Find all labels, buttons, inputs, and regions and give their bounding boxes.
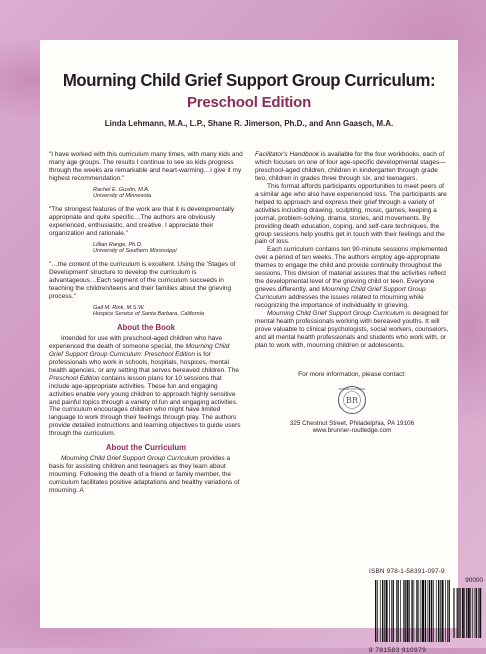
barcode-bar	[475, 588, 476, 638]
barcode-bar	[433, 580, 434, 642]
audience-text: is designed for mental health professionals working with bereaved youths. It will prove valuable to clinical psychologists, social workers, counselors, and all mental health professionals and students who work with, or plan to work with, mourning children or adolescents.	[255, 310, 449, 349]
about-curriculum-sessions	[255, 246, 449, 310]
barcode-bar	[384, 580, 385, 642]
about-curriculum-text-cont	[255, 151, 449, 183]
barcode-bar	[431, 580, 432, 642]
quote-2-name: Lillian Range, Ph.D.	[93, 241, 143, 248]
quote-3-attribution	[93, 305, 243, 318]
barcode-bar	[470, 588, 471, 638]
barcode-bar	[421, 580, 422, 642]
publisher-website: www.brunner-routledge.com	[312, 427, 392, 435]
about-book-text-a: Intended for use with preschool-aged children who have experienced the death of someone special, the	[49, 334, 223, 350]
book-subtitle: Preschool Edition	[186, 94, 312, 111]
about-book-text-c: contains lesson plans for 10 sessions that include age-appropriate activities. These fun and engaging activities enable very young children to approach highly sensitive and painful topics through a variety of fun and engaging activities. The curriculum encourages children who might have limited language to work through their feelings through play. The authors provide detailed instructions and learning objectives to guide users through the curriculum.	[49, 374, 241, 438]
about-curriculum-text-b: is available for the four workbooks, each of which focuses on one of four age-specific developmental stages—preschool-aged children, children in kindergarten through grade two, children in grades three through six, and teenagers.	[255, 151, 446, 182]
barcode-bar	[454, 588, 455, 638]
barcode-bar	[380, 580, 381, 642]
quote-2: "The strongest features of the work are that it is developmentally appropriate and quite specific…The authors are obviously experienced, enthusiastic, and creative. I appreciate their organization and rationale."	[49, 206, 235, 237]
barcode-bar	[476, 588, 477, 638]
barcode-bar	[445, 580, 446, 642]
about-curriculum-format: This format affords participants opportunities to meet peers of a similar age who also have experienced loss. The participants are helped to approach and express their grief through a variety of activities including drawing, sculpting, music, games, keeping a journal, problem-solving, drama, stories, and movements. By providing death education, coping, and self-care techniques, the group sessions help youths get in touch with their feelings and the pain of loss.	[255, 182, 447, 246]
barcode-bar	[453, 588, 454, 638]
barcode-bar	[436, 580, 437, 642]
barcode-icon	[369, 576, 483, 648]
about-book-text-b: is for professionals who work in schools, hospitals, hospices, mental health agencies, or any setting that serves bereaved children. The	[49, 350, 239, 374]
quote-2-affiliation: University of Southern Mississippi	[93, 248, 177, 255]
barcode-bar	[479, 588, 481, 638]
audience-title-em: Mourning Child Grief Support Group Curriculum	[267, 310, 405, 318]
sessions-title-em: Mourning Child Grief Support Group Curriculum	[255, 286, 426, 302]
barcode-bar	[411, 580, 412, 642]
barcode-bar	[425, 580, 426, 642]
left-column	[49, 151, 243, 495]
quote-1-name: Rachel E. Gustin, M.A.	[93, 186, 150, 193]
barcode-bar	[403, 580, 404, 642]
barcode-bar	[447, 580, 448, 642]
publisher-seal-icon	[337, 385, 367, 415]
barcode-bar	[414, 580, 415, 642]
barcode-bar	[377, 580, 378, 642]
about-book-heading: About the Book	[116, 322, 176, 332]
barcode-bar	[429, 580, 430, 642]
two-column-body	[49, 151, 449, 495]
barcode-bar	[397, 580, 398, 642]
barcode-bar	[393, 580, 394, 642]
barcode-bar	[472, 588, 473, 638]
back-cover-panel	[40, 40, 483, 654]
price-code: 90000	[465, 577, 483, 584]
about-book-edition-em: Preschool Edition	[49, 374, 100, 382]
book-title: Mourning Child Grief Support Group Curriculum:	[62, 70, 436, 90]
seal-text: BRUNNER-ROUTLEDGE	[338, 388, 366, 391]
about-curriculum-audience	[255, 310, 449, 350]
right-column	[255, 151, 449, 495]
barcode-bar	[457, 588, 458, 638]
barcode-bar	[464, 588, 465, 638]
barcode-bar	[468, 588, 470, 638]
barcode-bar	[382, 580, 383, 642]
svg-text:BR: BR	[346, 395, 358, 405]
barcode-bar	[418, 580, 419, 642]
barcode-block	[369, 568, 483, 654]
about-book-title-em: Mourning Child Grief Support Group Curriculum: Preschool Edition	[49, 342, 230, 358]
about-curriculum-text-start	[49, 455, 243, 495]
sessions-text-a: Each curriculum contains ten 90-minute sessions implemented over a period of ten weeks. The authors employ age-appropriate themes to engage the child and provide continuity throughout the sessions. This division of material assures that the activities reflect the developmental level of the grieving child or teen. Everyone grieves differently, and	[255, 246, 448, 294]
quote-3: "…the content of the curriculum is excellent. Using the 'Stages of Development' structure to develop the curriculum is advantageous…Each segment of the curriculum succeeds in teaching the children/teens and their families about the grieving process."	[49, 261, 236, 300]
barcode-bar	[409, 580, 410, 642]
about-book-text	[49, 335, 243, 438]
barcode-number: 9 781583 910979	[369, 647, 427, 654]
authors-line: Linda Lehmann, M.A., L.P., Shane R. Jimerson, Ph.D., and Ann Gaasch, M.A.	[104, 119, 394, 128]
barcode-bar	[375, 580, 376, 642]
about-curriculum-heading: About the Curriculum	[105, 443, 187, 453]
barcode-bar	[440, 580, 441, 642]
isbn-number: ISBN 978-1-58391-097-9	[369, 568, 445, 575]
about-curriculum-text-a: provides a basis for assisting children and teenagers as they learn about mourning. Following the death of a friend or family member, the curriculum facilitates positive adaptations and healthy variations of mourning. A	[49, 455, 240, 495]
barcode-bar	[396, 580, 397, 642]
contact-lead: For more information, please contact:	[298, 370, 406, 378]
barcode-bar	[416, 580, 417, 642]
quote-2-attribution	[93, 242, 243, 255]
curriculum-title-em: Mourning Child Grief Support Group Curriculum	[61, 455, 199, 463]
barcode-bar	[462, 588, 464, 638]
barcode-bar	[404, 580, 405, 642]
quote-3-affiliation: Hospice Service of Santa Barbara, California	[93, 311, 204, 318]
barcode-bar	[449, 580, 450, 642]
handbook-em: Facilitator's Handbook	[255, 151, 320, 158]
barcode-bar	[407, 580, 409, 642]
barcode-bar	[422, 580, 424, 642]
quote-1: "I have worked with this curriculum many times, with many kids and many age groups. The results I continue to see as kids progress through the weeks are remarkable and heart-warming…I give it my highest recommendation."	[49, 151, 243, 182]
barcode-bar	[389, 580, 390, 642]
barcode-bar	[428, 580, 429, 642]
barcode-bar	[400, 580, 401, 642]
barcode-bar	[460, 588, 461, 638]
barcode-bar	[386, 580, 388, 642]
sessions-text-b: addresses the issues related to mourning while recognizing the importance of individuality in grieving.	[255, 294, 424, 310]
barcode-bar	[438, 580, 439, 642]
publisher-address: 325 Chestnut Street, Philadelphia, PA 19106	[289, 419, 415, 427]
barcode-bar	[442, 580, 444, 642]
quote-1-attribution	[93, 187, 243, 200]
quote-1-affiliation: University of Minnesota	[93, 193, 152, 200]
publisher-address-block	[255, 420, 449, 435]
barcode-bar	[458, 588, 459, 638]
quote-3-name: Gail M. Rink, M.S.W.	[93, 304, 145, 311]
barcode-bar	[466, 588, 467, 638]
barcode-bar	[391, 580, 392, 642]
barcode-bar	[478, 588, 479, 638]
